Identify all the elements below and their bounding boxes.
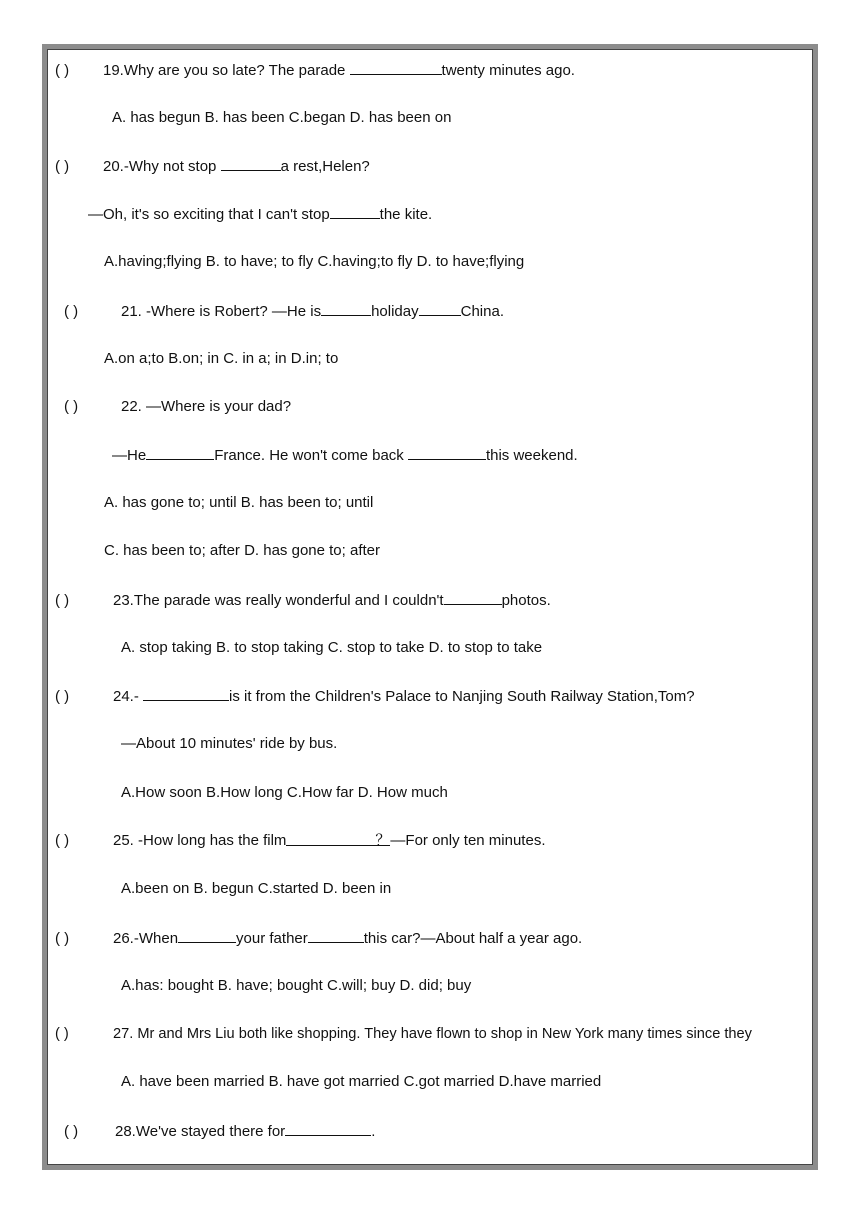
question-19-options: A. has begun B. has been C.began D. has been on (112, 109, 452, 126)
question-26-options: A.has: bought B. have; bought C.will; buy D. did; buy (121, 977, 472, 994)
question-21-options: A.on a;to B.on; in C. in a; in D.in; to (104, 350, 339, 367)
question-22-options: A. has gone to; until B. has been to; until (104, 494, 374, 511)
question-24-options: A.How soon B.How long C.How far D. How much (121, 784, 448, 801)
question-25: ( ) 25. -How long has the film ？—For only ten minutes. (55, 832, 546, 849)
question-27-options: A. have been married B. have got married C.got married D.have married (121, 1073, 602, 1090)
question-27: ( ) 27. Mr and Mrs Liu both like shopping. They have flown to shop in New York many times since they (55, 1026, 752, 1042)
question-22-options-2: C. has been to; after D. has gone to; after (104, 542, 380, 559)
answer-blank (330, 204, 380, 219)
question-23-options: A. stop taking B. to stop taking C. stop to take D. to stop to take (121, 639, 543, 656)
answer-blank: ？ (286, 831, 390, 846)
question-19: ( ) 19.Why are you so late? The parade twenty minutes ago. (55, 62, 575, 79)
question-20-options: A.having;flying B. to have; to fly C.having;to fly D. to have;flying (104, 253, 525, 270)
answer-blank (419, 301, 461, 316)
answer-blank (143, 686, 229, 701)
answer-blank (221, 156, 281, 171)
question-21: ( ) 21. -Where is Robert? —He is holiday China. (64, 303, 504, 320)
question-20-line2: —Oh, it's so exciting that I can't stop the kite. (88, 206, 433, 223)
question-23: ( ) 23.The parade was really wonderful and I couldn't photos. (55, 592, 551, 609)
question-24-line2: —About 10 minutes' ride by bus. (121, 735, 338, 752)
question-26: ( ) 26.-When your father this car?—About half a year ago. (55, 930, 583, 947)
answer-blank (285, 1121, 371, 1136)
answer-blank (308, 928, 364, 943)
answer-blank (178, 928, 236, 943)
answer-blank (444, 590, 502, 605)
answer-blank (408, 445, 486, 460)
answer-blank (321, 301, 371, 316)
question-20: ( ) 20.-Why not stop a rest,Helen? (55, 158, 370, 175)
question-22-line2: —He France. He won't come back this weekend. (112, 447, 578, 464)
question-28: ( ) 28.We've stayed there for . (64, 1123, 376, 1140)
answer-blank (146, 445, 214, 460)
question-22: ( ) 22. —Where is your dad? (64, 398, 292, 415)
question-24: ( ) 24.- is it from the Children's Palace to Nanjing South Railway Station,Tom? (55, 688, 695, 705)
answer-blank (350, 60, 442, 75)
question-25-options: A.been on B. begun C.started D. been in (121, 880, 392, 897)
